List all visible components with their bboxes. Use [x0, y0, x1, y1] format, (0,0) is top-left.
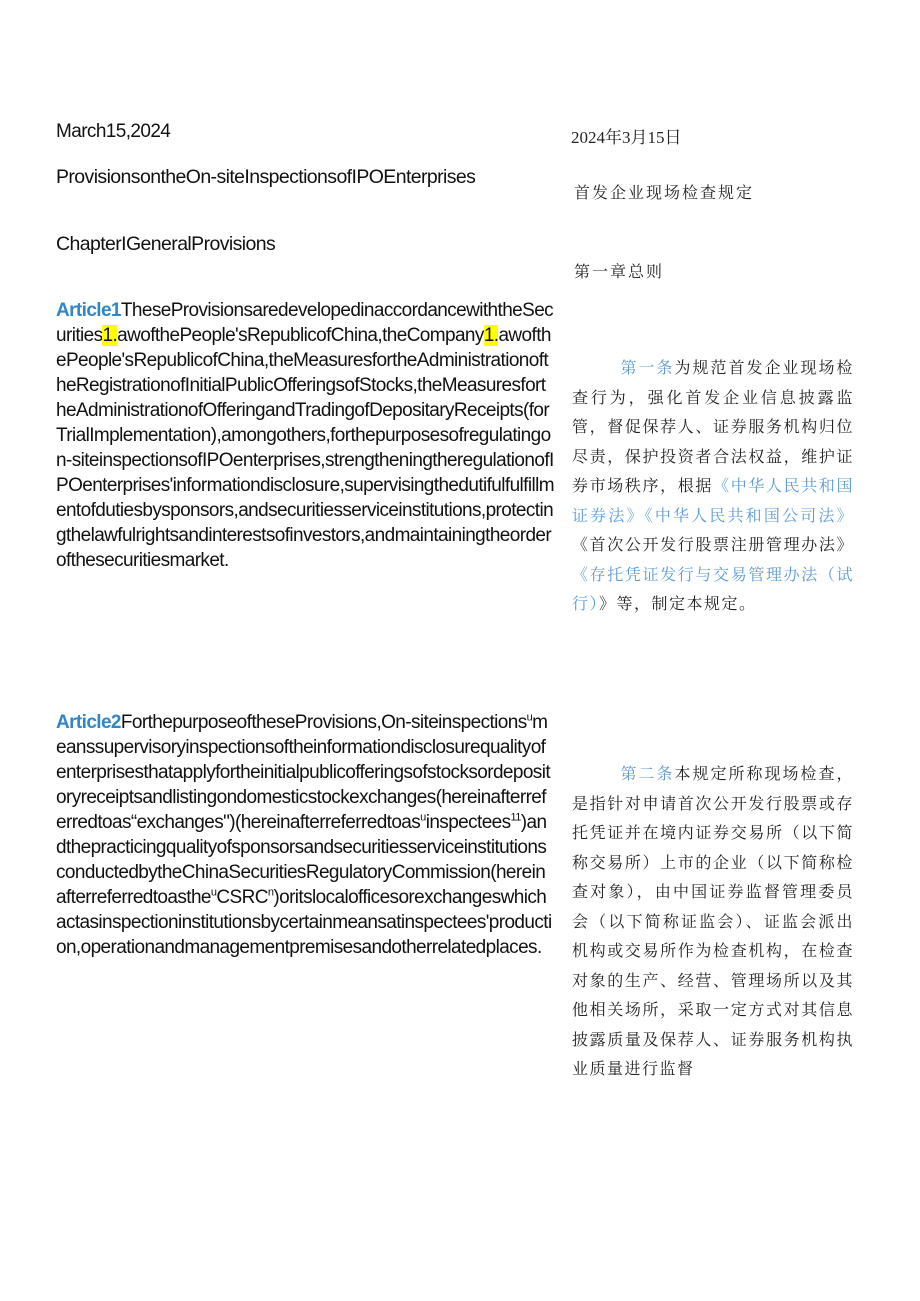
- article-1-text-part: awofthePeople'sRepublicofChina,theCompany: [117, 325, 484, 346]
- article-2-text-part: )andthepracticingqualityofsponsorsandsecuritiesserviceinstitutionsconductedbytheChinaSecuritiesRegulatoryCommission(hereinafterreferredtoasthe: [56, 812, 547, 908]
- english-chapter-heading: ChapterIGeneralProvisions: [56, 233, 276, 255]
- chinese-law-reference: 《中华人民共和国证券法》《中华人民共和国公司法》: [572, 476, 854, 525]
- quote-superscript: u: [420, 811, 426, 824]
- chinese-law-reference: 《存托凭证发行与交易管理办法（试行）: [572, 564, 854, 613]
- chinese-title: 首发企业现场检查规定: [574, 183, 755, 202]
- quote-superscript: u: [210, 886, 217, 899]
- article-2-text-part: CSRC: [216, 887, 268, 908]
- article-2-label: Article2: [56, 712, 121, 733]
- article-2-text-part: ForthepurposeoftheseProvisions,On-siteinspections: [120, 712, 527, 733]
- highlight-mark: 1.: [102, 325, 118, 346]
- chinese-article-1-label: 第一条: [620, 358, 675, 377]
- chinese-article-2: [572, 759, 854, 1084]
- article-2-text-part: )oritslocalofficesorexchangeswhichactasinspectioninstitutionsbycertainmeansatinspectees'production,operationandmanagementpremisesandotherrelatedplaces.: [56, 887, 552, 958]
- chinese-article-1-text: 为规范首发企业现场检查行为，强化首发企业信息披露监管，督促保荐人、证券服务机构归位尽责，保护投资者合法权益，维护证券市场秩序，根据: [572, 358, 854, 495]
- chinese-date: 2024年3月15日: [571, 128, 682, 147]
- article-1-label: Article1: [56, 300, 121, 321]
- chinese-article-1: [572, 353, 854, 619]
- quote-superscript: n: [267, 886, 274, 899]
- chinese-article-1-text: 《首次公开发行股票注册管理办法》: [572, 535, 854, 554]
- chinese-article-2-label: 第二条: [620, 764, 675, 783]
- chinese-chapter-heading: 第一章总则: [574, 262, 665, 281]
- article-1-text-part: awofthePeople'sRepublicofChina,theMeasuresfortheAdministrationoftheRegistrationofInitialPublicOfferingsofStocks,theMeasuresfortheAdministrationofOfferingandTradingofDepositaryReceipts(forTrialImplementation),amongothers,forthepurposesofregulatingon-siteinspectionsofIPOenterprises,strengtheningtheregulationofIPOenterprises'informationdisclosure,supervisingthedutifulfulfillmentofdutiesbysponsors,andsecuritiesserviceinstitutions,protectingthelawfulrightsandinterestsofinvestors,andmaintainingtheorderofthesecuritiesmarket.: [56, 325, 554, 571]
- article-2-text-part: meanssupervisoryinspectionsoftheinformationdisclosurequalityofenterprisesthatapplyfortheinitialpublicofferingsofstocksordepositoryreceiptsandlistingondomesticstockexchanges(hereinafterreferredtoas“exchanges")(hereinafterreferredtoas: [56, 712, 551, 833]
- quote-superscript: u: [526, 711, 533, 724]
- english-title: ProvisionsontheOn-siteInspectionsofIPOEnterprises: [56, 166, 476, 188]
- chinese-article-1-text: 》等，制定本规定。: [599, 594, 757, 613]
- article-1-text-part: TheseProvisionsaredevelopedinaccordancewiththeSecurities: [56, 300, 554, 346]
- english-article-2: [56, 710, 554, 960]
- english-article-1: [56, 298, 554, 573]
- english-date: March15,2024: [56, 121, 171, 142]
- highlight-mark: 1.: [483, 325, 499, 346]
- chinese-article-2-text: 本规定所称现场检查，是指针对申请首次公开发行股票或存托凭证并在境内证券交易所（以下简称交易所）上市的企业（以下简称检查对象），由中国证券监督管理委员会（以下简称证监会）、证监会派出机构或交易所作为检查机构，在检查对象的生产、经营、管理场所以及其他相关场所，采取一定方式对其信息披露质量及保荐人、证券服务机构执业质量进行监督: [572, 764, 854, 1078]
- article-2-text-part: inspectees: [425, 812, 511, 833]
- quote-superscript: 11: [510, 811, 521, 824]
